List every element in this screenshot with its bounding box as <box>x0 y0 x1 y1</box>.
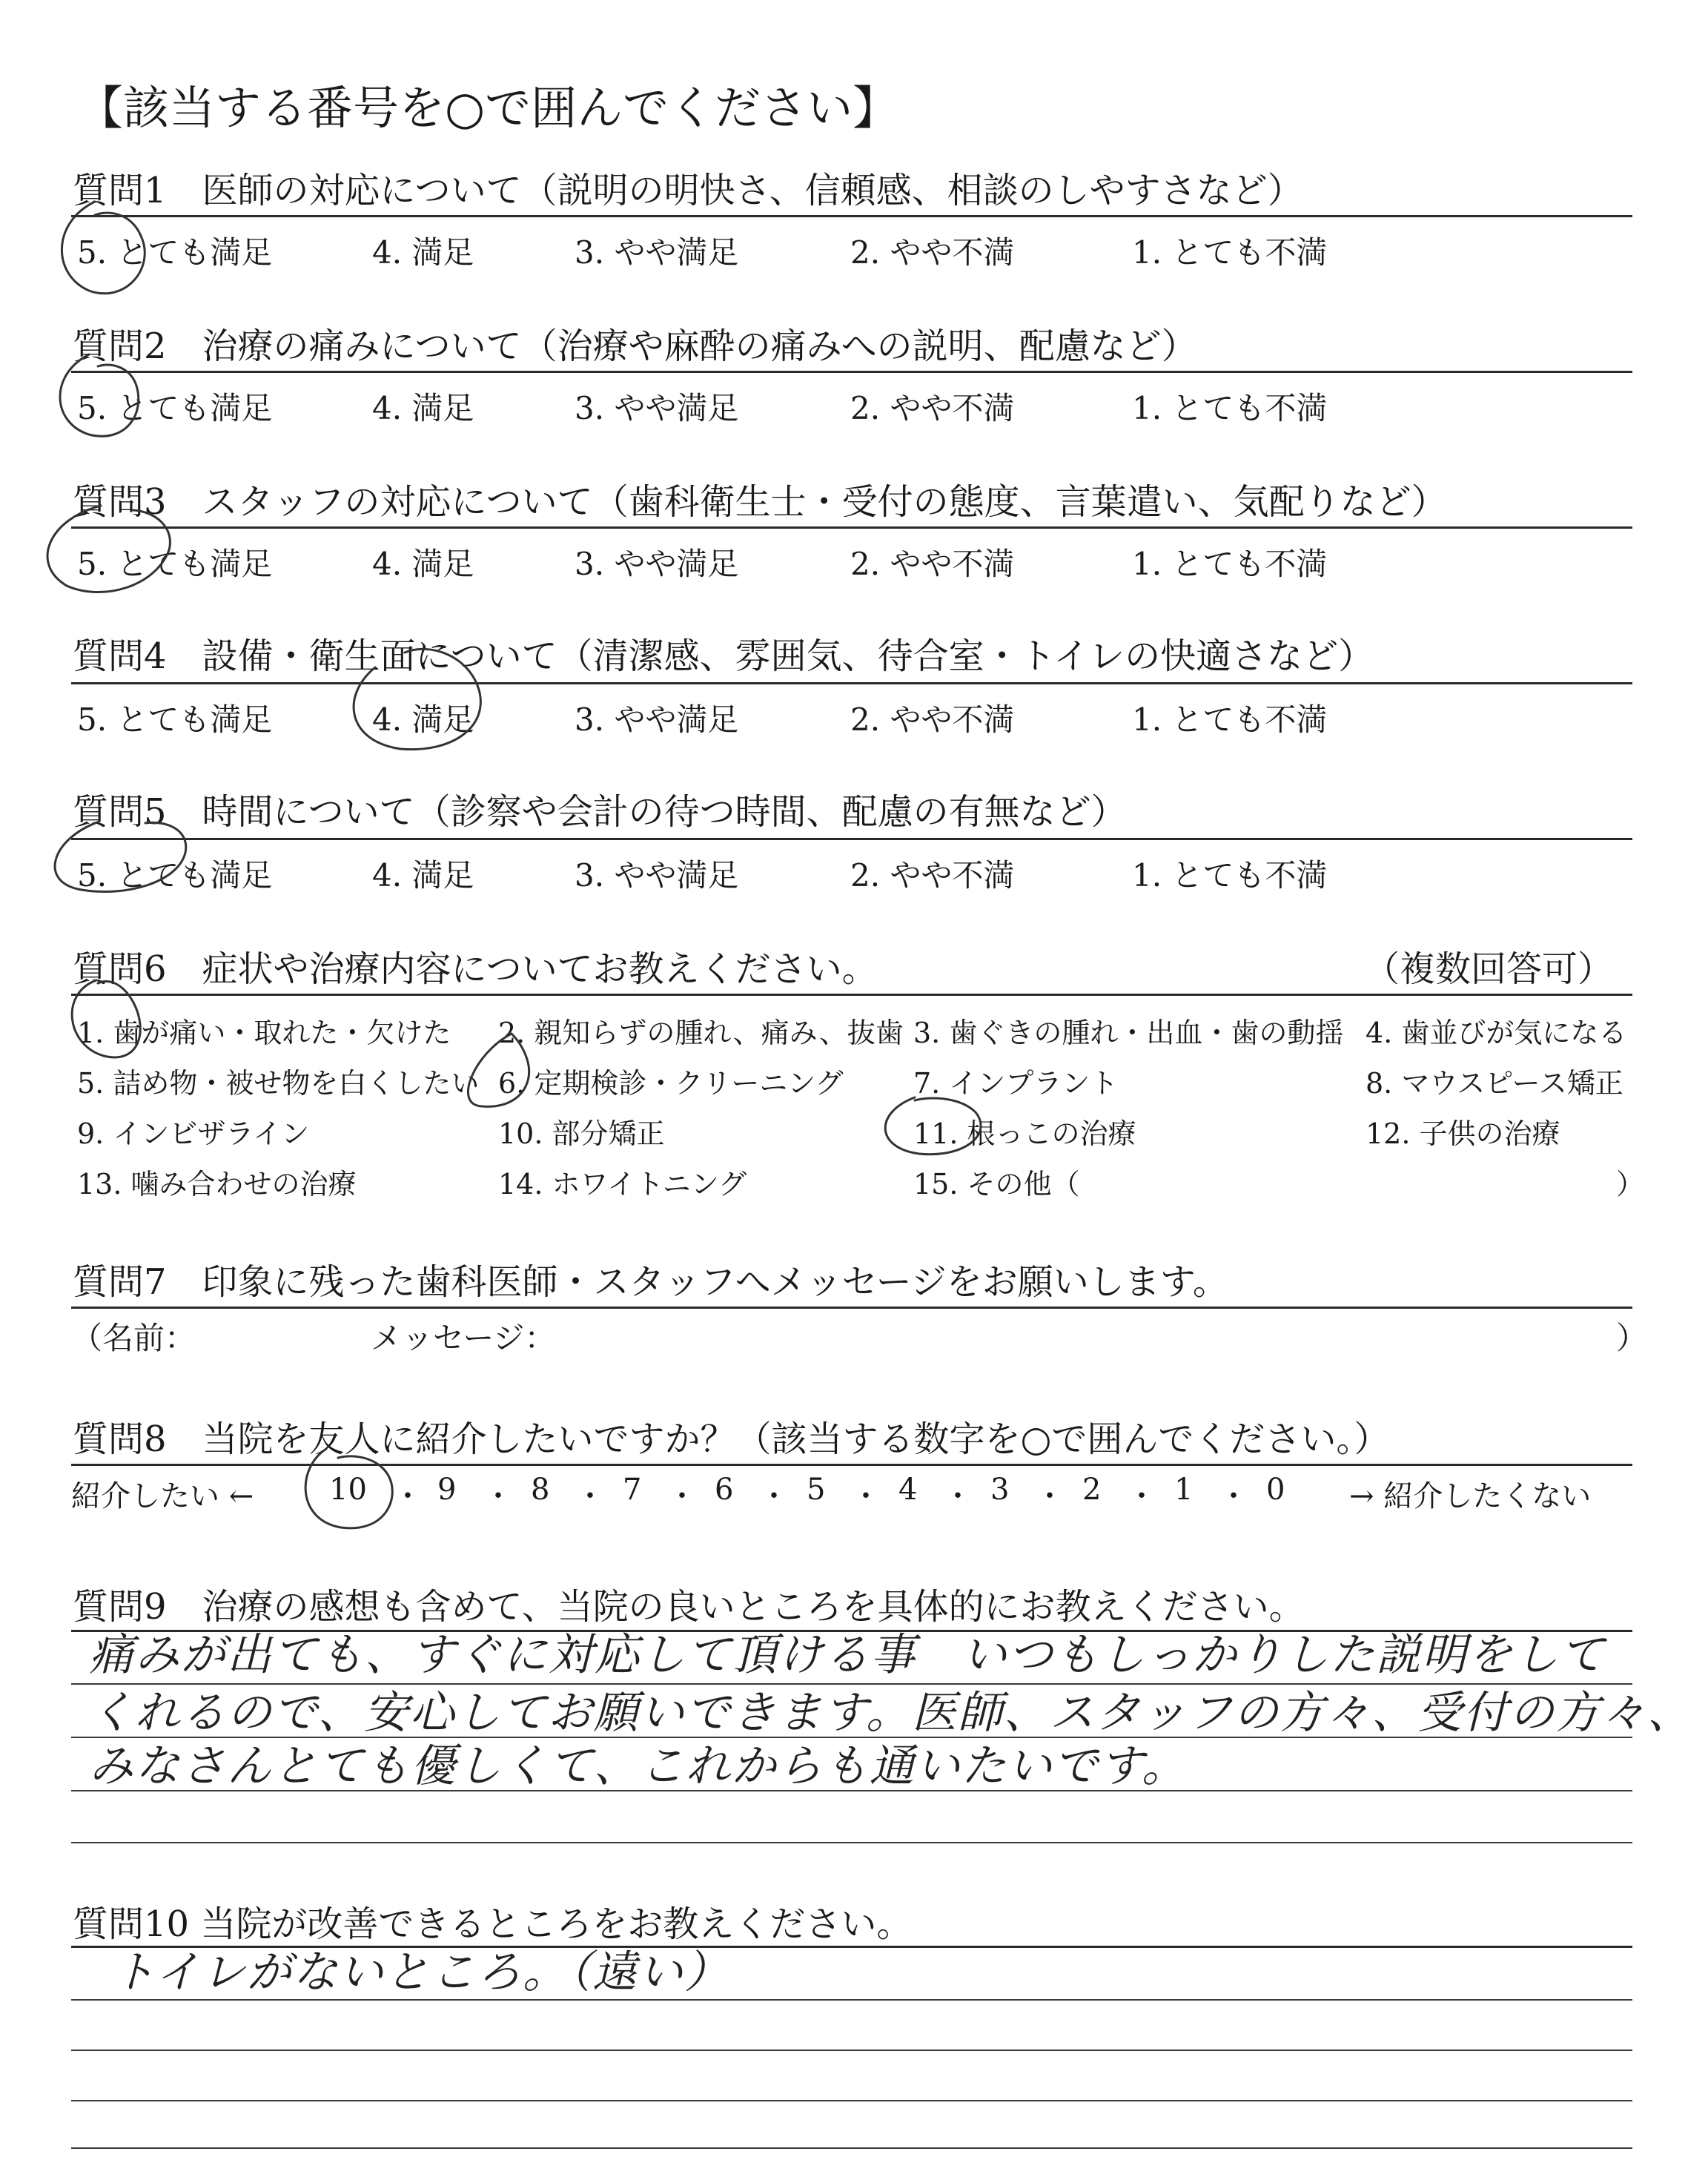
question-5-title: 質問5 時間について（診察や会計の待つ時間、配慮の有無など） <box>73 791 1127 833</box>
symptom-option-8[interactable]: 8. マウスピース矯正 <box>1366 1067 1623 1100</box>
answer-line <box>71 2100 1632 2101</box>
symptom-option-7[interactable]: 7. インプラント <box>913 1067 1119 1100</box>
scale-3[interactable]: 3 <box>990 1473 1010 1507</box>
scale-sep: ・ <box>483 1479 513 1513</box>
option-1[interactable]: 1. とても不満 <box>1132 857 1328 894</box>
message-close-paren: ） <box>1616 1320 1648 1356</box>
page-title: 【該当する番号を○で囲んでください】 <box>77 81 899 135</box>
option-2[interactable]: 2. やや不満 <box>850 546 1015 582</box>
divider <box>71 1307 1632 1309</box>
divider <box>71 1464 1632 1466</box>
divider <box>71 215 1632 217</box>
option-3[interactable]: 3. やや満足 <box>575 857 739 894</box>
scale-sep: ・ <box>575 1479 605 1513</box>
option-1[interactable]: 1. とても不満 <box>1132 546 1328 582</box>
handwritten-answer-line: 痛みが出ても、すぐに対応して頂ける事 いつもしっかりした説明をして <box>89 1629 1606 1681</box>
divider <box>71 371 1632 373</box>
symptom-option-15[interactable]: 15. その他（ <box>913 1168 1080 1200</box>
option-5[interactable]: 5. とても満足 <box>77 390 273 426</box>
option-4[interactable]: 4. 満足 <box>372 857 474 894</box>
symptom-option-6[interactable]: 6. 定期検診・クリーニング <box>498 1067 844 1100</box>
answer-line <box>71 2050 1632 2051</box>
name-label: （名前： <box>71 1320 196 1356</box>
scale-1[interactable]: 1 <box>1174 1473 1194 1507</box>
question-3-title: 質問3 スタッフの対応について（歯科衛生士・受付の態度、言葉遣い、気配りなど） <box>73 481 1447 523</box>
scale-sep: ・ <box>943 1479 973 1513</box>
scale-7[interactable]: 7 <box>623 1473 642 1507</box>
handwritten-answer-line: くれるので、安心してお願いできます。医師、スタッフの方々、受付の方々、 <box>89 1687 1693 1739</box>
scale-sep: ・ <box>667 1479 697 1513</box>
symptom-option-4[interactable]: 4. 歯並びが気になる <box>1366 1017 1627 1049</box>
multiple-answer-note: （複数回答可） <box>1364 948 1614 990</box>
message-label: メッセージ： <box>371 1320 556 1356</box>
scale-sep: ・ <box>1035 1479 1065 1513</box>
option-5[interactable]: 5. とても満足 <box>77 857 273 894</box>
option-3[interactable]: 3. やや満足 <box>575 390 739 426</box>
scale-sep: ・ <box>1219 1479 1248 1513</box>
symptom-option-12[interactable]: 12. 子供の治療 <box>1366 1117 1560 1150</box>
scale-9[interactable]: 9 <box>437 1473 457 1507</box>
symptom-option-10[interactable]: 10. 部分矯正 <box>498 1117 665 1150</box>
option-4[interactable]: 4. 満足 <box>372 546 474 582</box>
option-2[interactable]: 2. やや不満 <box>850 857 1015 894</box>
option-4[interactable]: 4. 満足 <box>372 701 474 738</box>
symptom-option-3[interactable]: 3. 歯ぐきの腫れ・出血・歯の動揺 <box>913 1017 1344 1049</box>
symptom-option-14[interactable]: 14. ホワイトニング <box>498 1168 747 1200</box>
question-7-title: 質問7 印象に残った歯科医師・スタッフへメッセージをお願いします。 <box>73 1261 1228 1303</box>
divider <box>71 682 1632 684</box>
option-4[interactable]: 4. 満足 <box>372 390 474 426</box>
question-2-title: 質問2 治療の痛みについて（治療や麻酔の痛みへの説明、配慮など） <box>73 326 1197 367</box>
scale-sep: ・ <box>759 1479 789 1513</box>
scale-10[interactable]: 10 <box>329 1473 367 1507</box>
question-9-title: 質問9 治療の感想も含めて、当院の良いところを具体的にお教えください。 <box>73 1586 1305 1628</box>
question-6-title: 質問6 症状や治療内容についてお教えください。 <box>73 948 878 990</box>
option-2[interactable]: 2. やや不満 <box>850 701 1015 738</box>
option-3[interactable]: 3. やや満足 <box>575 701 739 738</box>
divider <box>71 994 1632 996</box>
symptom-option-13[interactable]: 13. 噛み合わせの治療 <box>77 1168 357 1200</box>
scale-2[interactable]: 2 <box>1082 1473 1102 1507</box>
option-4[interactable]: 4. 満足 <box>372 234 474 271</box>
option-1[interactable]: 1. とても不満 <box>1132 234 1328 271</box>
divider <box>71 526 1632 529</box>
symptom-option-5[interactable]: 5. 詰め物・被せ物を白くしたい <box>77 1067 480 1100</box>
divider <box>71 838 1632 840</box>
scale-0[interactable]: 0 <box>1266 1473 1285 1507</box>
scale-sep: ・ <box>1127 1479 1156 1513</box>
scale-5[interactable]: 5 <box>807 1473 826 1507</box>
question-4-title: 質問4 設備・衛生面について（清潔感、雰囲気、待合室・トイレの快適さなど） <box>73 635 1374 677</box>
option-2[interactable]: 2. やや不満 <box>850 234 1015 271</box>
scale-sep: ・ <box>851 1479 881 1513</box>
scale-4[interactable]: 4 <box>898 1473 918 1507</box>
handwritten-answer-line: トイレがないところ。（遠い） <box>111 1946 730 1998</box>
option-5[interactable]: 5. とても満足 <box>77 546 273 582</box>
option-5[interactable]: 5. とても満足 <box>77 234 273 271</box>
answer-line <box>71 2147 1632 2149</box>
question-10-title: 質問10 当院が改善できるところをお教えください。 <box>73 1903 913 1945</box>
scale-8[interactable]: 8 <box>531 1473 550 1507</box>
option-1[interactable]: 1. とても不満 <box>1132 701 1328 738</box>
scale-sep: ・ <box>393 1479 423 1513</box>
symptom-option-9[interactable]: 9. インビザライン <box>77 1117 310 1150</box>
recommend-left-label: 紹介したい ← <box>71 1479 254 1513</box>
handwritten-answer-line: みなさんとても優しくて、これからも通いたいです。 <box>89 1740 1188 1792</box>
symptom-option-2[interactable]: 2. 親知らずの腫れ、痛み、抜歯 <box>498 1017 904 1049</box>
scale-6[interactable]: 6 <box>715 1473 734 1507</box>
answer-line <box>71 1842 1632 1843</box>
symptom-option-1[interactable]: 1. 歯が痛い・取れた・欠けた <box>77 1017 451 1049</box>
option-5[interactable]: 5. とても満足 <box>77 701 273 738</box>
symptom-option-11[interactable]: 11. 根っこの治療 <box>913 1117 1136 1150</box>
option-2[interactable]: 2. やや不満 <box>850 390 1015 426</box>
option-1[interactable]: 1. とても不満 <box>1132 390 1328 426</box>
other-close-paren: ） <box>1616 1168 1645 1200</box>
question-1-title: 質問1 医師の対応について（説明の明快さ、信頼感、相談のしやすさなど） <box>73 170 1303 211</box>
option-3[interactable]: 3. やや満足 <box>575 234 739 271</box>
question-8-title: 質問8 当院を友人に紹介したいですか？（該当する数字を○で囲んでください。） <box>73 1418 1390 1460</box>
option-3[interactable]: 3. やや満足 <box>575 546 739 582</box>
recommend-right-label: → 紹介したくない <box>1349 1479 1592 1513</box>
